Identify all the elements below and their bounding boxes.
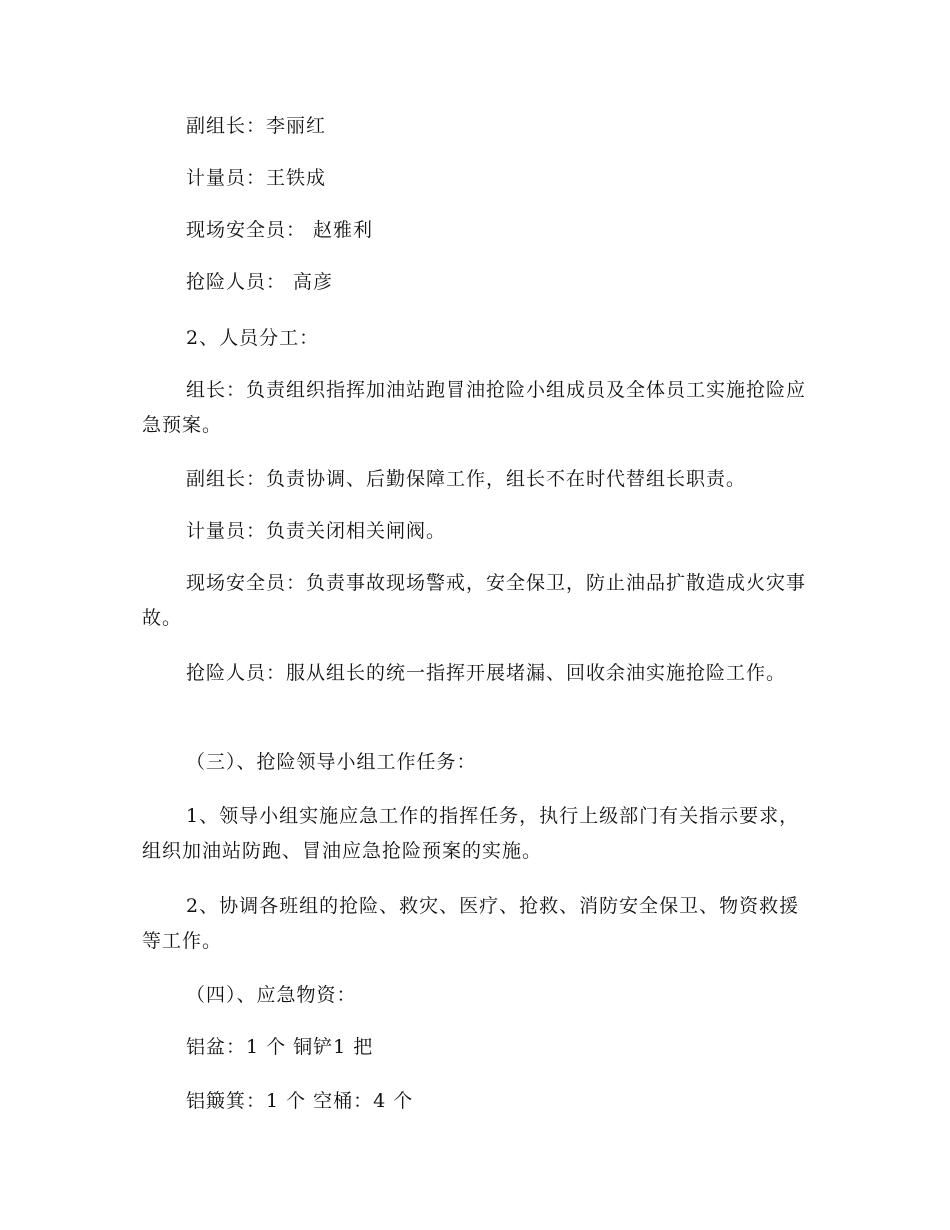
paragraph-safety-officer: 现场安全员： 赵雅利 [186, 219, 374, 241]
paragraph-metering-officer: 计量员：王铁成 [186, 167, 327, 189]
paragraph-task-one: 1、领导小组实施应急工作的指挥任务，执行上级部门有关指示要求，组织加油站防跑、冒油应急抢险预案的实施。 [142, 805, 800, 862]
paragraph-safety-duty: 现场安全员：负责事故现场警戒，安全保卫，防止油品扩散造成火灾事故。 [142, 572, 807, 629]
paragraph-section-division: 2、人员分工： [186, 327, 320, 349]
paragraph-section-three-heading: （三）、抢险领导小组工作任务： [186, 751, 477, 773]
paragraph-rescue-personnel: 抢险人员： 高彦 [186, 271, 334, 293]
paragraph-deputy-duty: 副组长：负责协调、后勤保障工作，组长不在时代替组长职责。 [186, 468, 747, 490]
paragraph-task-two: 2、协调各班组的抢险、救灾、医疗、抢救、消防安全保卫、物资救援等工作。 [142, 895, 800, 952]
paragraph-supplies-line-two: 铝簸箕：1 个 空桶：4 个 [186, 1090, 414, 1112]
paragraph-deputy-leader: 副组长：李丽红 [186, 115, 327, 137]
paragraph-leader-duty: 组长：负责组织指挥加油站跑冒油抢险小组成员及全体员工实施抢险应急预案。 [142, 379, 807, 436]
paragraph-metering-duty: 计量员：负责关闭相关闸阀。 [186, 520, 447, 542]
paragraph-rescue-duty: 抢险人员：服从组长的统一指挥开展堵漏、回收余油实施抢险工作。 [186, 662, 787, 684]
paragraph-supplies-line-one: 铝盆：1 个 铜铲1 把 [186, 1036, 374, 1058]
paragraph-section-four-heading: （四）、应急物资： [186, 984, 357, 1006]
